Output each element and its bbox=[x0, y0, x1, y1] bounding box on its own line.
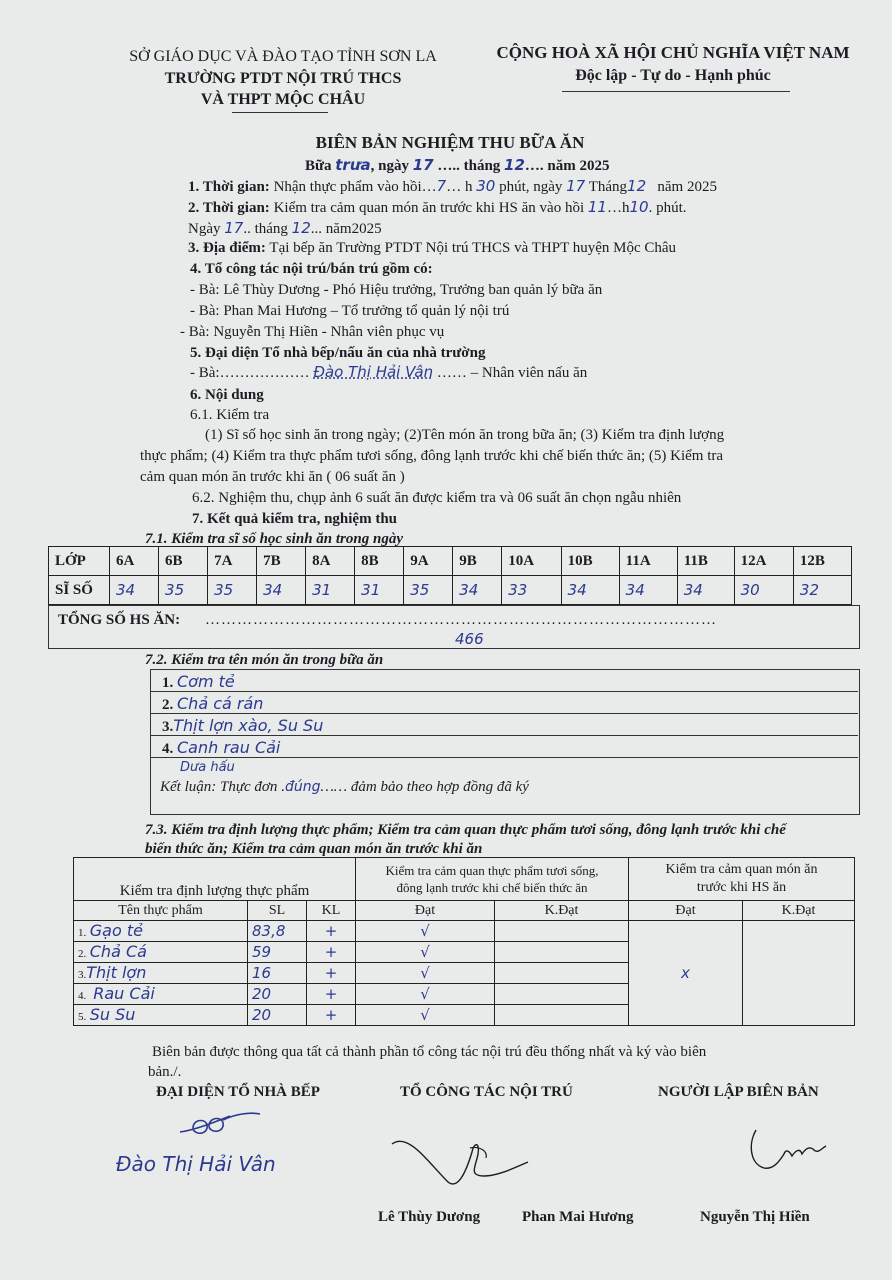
cook-name-handwritten: Đào Thị Hải Vân bbox=[313, 363, 434, 381]
count-cell: 34 bbox=[619, 576, 677, 605]
count-row bbox=[49, 576, 852, 605]
food-kl-cell: + bbox=[307, 1005, 356, 1026]
count-cell: 31 bbox=[355, 576, 404, 605]
content-6-1-line2: thực phẩm; (4) Kiểm tra thực phẩm tươi sống, đông lạnh trước khi chế biến thức ăn; (5) Kiểm tra bbox=[140, 448, 724, 464]
food-ok-cell: √ bbox=[356, 963, 495, 984]
count-cell: 34 bbox=[110, 576, 159, 605]
food-not-ok-cell bbox=[495, 1005, 629, 1026]
menu-conclusion: Kết luận: Thực đơn .đúng…… đảm bảo theo hợp đồng đã ký bbox=[160, 779, 529, 795]
count-cell: 35 bbox=[404, 576, 453, 605]
committee-signature-mark bbox=[388, 1132, 538, 1192]
count-cell: 32 bbox=[793, 576, 851, 605]
food-sl-cell: 59 bbox=[248, 942, 307, 963]
food-name-cell: 5. Su Su bbox=[74, 1005, 248, 1026]
committee-name-1: Lê Thùy Dương bbox=[378, 1209, 481, 1225]
food-name-cell: 4. Rau Cải bbox=[74, 984, 248, 1005]
food-header-row-2 bbox=[74, 901, 855, 921]
col-kl: KL bbox=[307, 901, 356, 921]
col-fresh-not-ok: K.Đạt bbox=[495, 901, 629, 921]
class-cell: 12A bbox=[734, 547, 793, 576]
item-kitchen-heading: 5. Đại diện Tổ nhà bếp/nấu ăn của nhà trường bbox=[190, 345, 486, 361]
class-cell: 7B bbox=[257, 547, 306, 576]
total-dots: …………………………………………………………………………………… bbox=[205, 612, 717, 628]
item-results-heading: 7. Kết quả kiểm tra, nghiệm thu bbox=[192, 511, 398, 527]
food-sl-cell: 16 bbox=[248, 963, 307, 984]
meal-date-line: Bữa trưa, ngày 17 ….. tháng 12…. năm 2025 bbox=[305, 156, 610, 174]
food-kl-cell: + bbox=[307, 921, 356, 942]
kitchen-signature-mark bbox=[175, 1104, 265, 1140]
food-not-ok-cell bbox=[495, 984, 629, 1005]
national-motto: Độc lập - Tự do - Hạnh phúc bbox=[575, 67, 771, 84]
count-cell: 34 bbox=[453, 576, 502, 605]
food-sl-cell: 83,8 bbox=[248, 921, 307, 942]
sig-committee-title: TỔ CÔNG TÁC NỘI TRÚ bbox=[400, 1084, 573, 1100]
class-cell: 8A bbox=[306, 547, 355, 576]
dish-extra: Dưa hấu bbox=[180, 760, 235, 775]
item-receive-time: 1. Thời gian: Nhận thực phẩm vào hồi…7… h 30 phút, ngày 17 Tháng12 năm 2025 bbox=[188, 177, 717, 195]
count-cell: 31 bbox=[306, 576, 355, 605]
food-not-ok-cell bbox=[495, 921, 629, 942]
count-cell: 30 bbox=[734, 576, 793, 605]
food-name-cell: 2. Chả Cá bbox=[74, 942, 248, 963]
fresh-food-check-header: Kiểm tra cảm quan thực phẩm tươi sống, đông lạnh trước khi chế biến thức ăn bbox=[356, 858, 629, 901]
school-name-line1: TRƯỜNG PTDT NỘI TRÚ THCS bbox=[164, 70, 402, 87]
sig-kitchen-title: ĐẠI DIỆN TỔ NHÀ BẾP bbox=[156, 1084, 320, 1100]
dish-not-ok-cell bbox=[743, 921, 855, 1026]
class-cell: 8B bbox=[355, 547, 404, 576]
col-dish-not-ok: K.Đạt bbox=[743, 901, 855, 921]
kitchen-representative: - Bà:……………… Đào Thị Hải Vân …… – Nhân viên nấu ăn bbox=[190, 363, 588, 381]
meal-day: 17 bbox=[412, 156, 434, 174]
count-row-label: SĨ SỐ bbox=[49, 576, 110, 605]
dish-sensory-check-header: Kiểm tra cảm quan món ăn trước khi HS ăn bbox=[629, 858, 855, 901]
committee-member-1: - Bà: Lê Thùy Dương - Phó Hiệu trưởng, Trưởng ban quản lý bữa ăn bbox=[190, 282, 603, 298]
count-cell: 33 bbox=[502, 576, 561, 605]
class-cell: 10B bbox=[561, 547, 619, 576]
dish-ok-cell: x bbox=[629, 921, 743, 1026]
food-kl-cell: + bbox=[307, 963, 356, 984]
item-inspect-date: Ngày 17.. tháng 12... năm2025 bbox=[188, 219, 382, 237]
item-content-heading: 6. Nội dung bbox=[190, 387, 264, 403]
meal-name: trưa bbox=[335, 156, 371, 174]
col-dish-ok: Đạt bbox=[629, 901, 743, 921]
food-header-row-1 bbox=[74, 858, 855, 901]
author-signature-mark bbox=[740, 1124, 830, 1174]
item-inspect-time: 2. Thời gian: Kiểm tra cảm quan món ăn trước khi HS ăn vào hồi 11…h10. phút. bbox=[188, 198, 687, 216]
count-cell: 34 bbox=[257, 576, 306, 605]
col-sl: SL bbox=[248, 901, 307, 921]
header-underline-left bbox=[232, 112, 328, 113]
section-7-3-title-2: biến thức ăn; Kiểm tra cảm quan món ăn trước khi ăn bbox=[145, 841, 483, 857]
dish-item: 1. Cơm tẻ bbox=[162, 672, 235, 691]
food-kl-cell: + bbox=[307, 984, 356, 1005]
count-cell: 34 bbox=[561, 576, 619, 605]
document-title: BIÊN BẢN NGHIỆM THU BỮA ĂN bbox=[315, 133, 585, 152]
dish-item: 2. Chả cá rán bbox=[162, 694, 264, 713]
header-underline-right bbox=[562, 91, 790, 92]
class-cell: 6A bbox=[110, 547, 159, 576]
item-committee-heading: 4. Tổ công tác nội trú/bán trú gồm có: bbox=[190, 261, 433, 277]
content-6-1-line1: (1) Sĩ số học sinh ăn trong ngày; (2)Tên món ăn trong bữa ăn; (3) Kiểm tra định lượng bbox=[205, 427, 725, 443]
author-name: Nguyễn Thị Hiền bbox=[700, 1209, 810, 1225]
content-6-1-line3: cảm quan món ăn trước khi ăn ( 06 suất ăn ) bbox=[140, 469, 405, 485]
committee-member-2: - Bà: Phan Mai Hương – Tổ trưởng tổ quản lý nội trú bbox=[190, 303, 510, 319]
content-6-1-heading: 6.1. Kiểm tra bbox=[190, 407, 270, 423]
food-sl-cell: 20 bbox=[248, 1005, 307, 1026]
class-cell: 11A bbox=[619, 547, 677, 576]
food-name-cell: 3.Thịt lợn bbox=[74, 963, 248, 984]
dish-divider bbox=[150, 691, 858, 692]
class-row-label: LỚP bbox=[49, 547, 110, 576]
department-name: SỞ GIÁO DỤC VÀ ĐÀO TẠO TỈNH SƠN LA bbox=[129, 48, 437, 65]
food-ok-cell: √ bbox=[356, 984, 495, 1005]
col-food-name: Tên thực phẩm bbox=[74, 901, 248, 921]
food-ok-cell: √ bbox=[356, 921, 495, 942]
approval-text-line2: bản./. bbox=[148, 1064, 182, 1080]
kitchen-signature-name: Đào Thị Hải Vân bbox=[116, 1152, 276, 1176]
food-not-ok-cell bbox=[495, 942, 629, 963]
approval-text-line1: Biên bản được thông qua tất cả thành phần tổ công tác nội trú đều thống nhất và ký vào biên bbox=[152, 1044, 707, 1060]
food-row bbox=[74, 921, 855, 942]
food-sl-cell: 20 bbox=[248, 984, 307, 1005]
country-name: CỘNG HOÀ XÃ HỘI CHỦ NGHĨA VIỆT NAM bbox=[496, 43, 850, 62]
dish-item: 3.Thịt lợn xào, Su Su bbox=[162, 716, 324, 735]
quantity-check-header: Kiểm tra định lượng thực phẩm bbox=[74, 858, 356, 901]
class-cell: 6B bbox=[159, 547, 208, 576]
school-name-line2: VÀ THPT MỘC CHÂU bbox=[200, 91, 366, 108]
section-7-1-title: 7.1. Kiểm tra sĩ số học sinh ăn trong ngày bbox=[145, 531, 403, 547]
total-students-value: 466 bbox=[455, 630, 484, 648]
committee-name-2: Phan Mai Hương bbox=[522, 1209, 634, 1225]
committee-member-3: - Bà: Nguyễn Thị Hiền - Nhân viên phục vụ bbox=[180, 324, 445, 340]
class-headcount-table bbox=[48, 546, 852, 605]
class-row bbox=[49, 547, 852, 576]
class-cell: 9B bbox=[453, 547, 502, 576]
count-cell: 34 bbox=[677, 576, 734, 605]
item-location: 3. Địa điểm: Tại bếp ăn Trường PTDT Nội trú THCS và THPT huyện Mộc Châu bbox=[188, 240, 677, 256]
sig-author-title: NGƯỜI LẬP BIÊN BẢN bbox=[658, 1084, 819, 1100]
class-cell: 7A bbox=[208, 547, 257, 576]
class-cell: 11B bbox=[677, 547, 734, 576]
dish-item: 4. Canh rau Cải bbox=[162, 738, 281, 757]
food-inspection-table bbox=[73, 857, 855, 1026]
col-fresh-ok: Đạt bbox=[356, 901, 495, 921]
class-cell: 9A bbox=[404, 547, 453, 576]
total-students-label: TỔNG SỐ HS ĂN: bbox=[58, 612, 181, 628]
section-7-3-title-1: 7.3. Kiểm tra định lượng thực phẩm; Kiểm tra cảm quan thực phẩm tươi sống, đông lạnh trước khi chế bbox=[145, 822, 786, 838]
food-kl-cell: + bbox=[307, 942, 356, 963]
class-cell: 10A bbox=[502, 547, 561, 576]
section-7-2-title: 7.2. Kiểm tra tên món ăn trong bữa ăn bbox=[145, 652, 384, 668]
food-ok-cell: √ bbox=[356, 942, 495, 963]
count-cell: 35 bbox=[208, 576, 257, 605]
count-cell: 35 bbox=[159, 576, 208, 605]
class-cell: 12B bbox=[793, 547, 851, 576]
food-name-cell: 1. Gạo tẻ bbox=[74, 921, 248, 942]
meal-month: 12 bbox=[504, 156, 525, 174]
food-not-ok-cell bbox=[495, 963, 629, 984]
food-ok-cell: √ bbox=[356, 1005, 495, 1026]
content-6-2: 6.2. Nghiệm thu, chụp ảnh 6 suất ăn được kiểm tra và 06 suất ăn chọn ngẫu nhiên bbox=[192, 490, 682, 506]
